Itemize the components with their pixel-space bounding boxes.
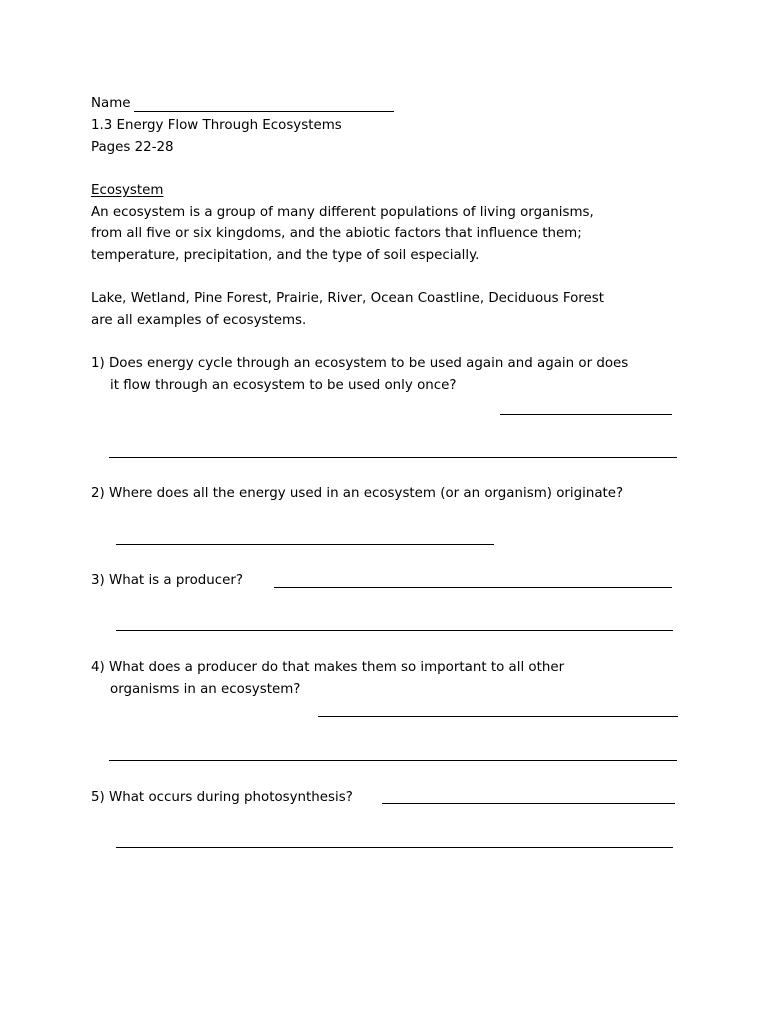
definition-line: An ecosystem is a group of many different populations of living organisms,: [91, 205, 594, 220]
name-label: Name: [91, 96, 131, 111]
examples-line: Lake, Wetland, Pine Forest, Prairie, River, Ocean Coastline, Deciduous Forest: [91, 291, 604, 306]
question-2: 2) Where does all the energy used in an ecosystem (or an organism) originate?: [91, 486, 624, 501]
question-4: 4) What does a producer do that makes them so important to all other: [91, 660, 565, 675]
answer-3-inline-line[interactable]: [274, 587, 672, 588]
answer-2-line[interactable]: [116, 544, 494, 545]
answer-1-line[interactable]: [109, 457, 677, 458]
section-heading: Ecosystem: [91, 183, 164, 198]
definition-line: temperature, precipitation, and the type of soil especially.: [91, 248, 480, 263]
worksheet-title: 1.3 Energy Flow Through Ecosystems: [91, 118, 342, 133]
question-4-continued: organisms in an ecosystem?: [110, 682, 301, 697]
examples-line: are all examples of ecosystems.: [91, 313, 307, 328]
question-1-continued: it flow through an ecosystem to be used only once?: [110, 378, 457, 393]
name-field[interactable]: [134, 111, 394, 112]
question-3: 3) What is a producer?: [91, 573, 243, 588]
answer-5-inline-line[interactable]: [382, 803, 675, 804]
answer-5-line[interactable]: [116, 847, 673, 848]
answer-1-short-line[interactable]: [500, 414, 672, 415]
answer-4-short-line[interactable]: [318, 716, 678, 717]
answer-4-line[interactable]: [109, 760, 677, 761]
page-range: Pages 22-28: [91, 140, 174, 155]
answer-3-line[interactable]: [116, 630, 673, 631]
question-1: 1) Does energy cycle through an ecosystem to be used again and again or does: [91, 356, 629, 371]
definition-line: from all five or six kingdoms, and the abiotic factors that influence them;: [91, 226, 582, 241]
question-5: 5) What occurs during photosynthesis?: [91, 790, 353, 805]
